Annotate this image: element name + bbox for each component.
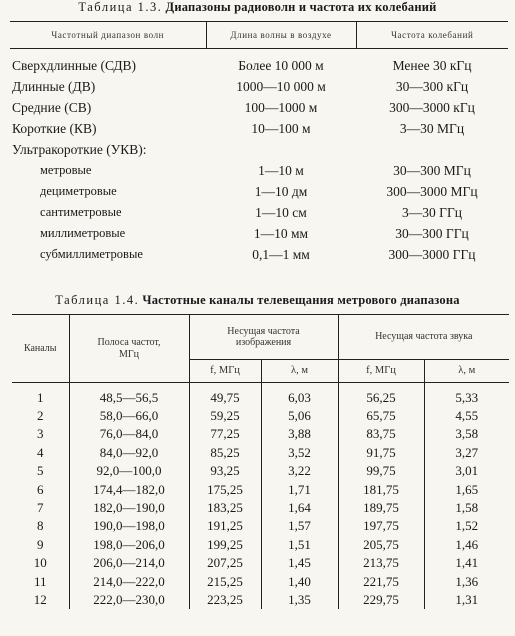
table14-cell-band: 222,0—230,0 <box>69 590 189 608</box>
table13-row <box>10 244 508 265</box>
table14-cell-channel: 2 <box>37 408 44 424</box>
table14-header-image-lambda: λ, м <box>261 360 338 383</box>
table14-cell-sound-lambda: 1,52 <box>424 517 509 535</box>
table14-cell-band: 214,0—222,0 <box>69 572 189 590</box>
table14-cell-sound-f: 56,25 <box>338 383 424 407</box>
table13-row <box>10 139 508 160</box>
table13-cell-freq: 3—30 МГц <box>399 120 465 136</box>
table14-cell-sound-lambda: 1,46 <box>424 535 509 553</box>
table14-cell-sound-lambda: 1,41 <box>424 554 509 572</box>
table13-cell-length <box>206 139 356 160</box>
table14-cell-band: 174,4—182,0 <box>69 480 189 498</box>
table13-cell-band: Длинные (ДВ) <box>12 78 96 94</box>
table14-cell-band: 58,0—66,0 <box>69 406 189 424</box>
table14-header-channels: Каналы <box>12 315 69 383</box>
table14-cell-channel: 8 <box>37 518 44 534</box>
table14-cell-band: 92,0—100,0 <box>69 462 189 480</box>
table14-cell-sound-f: 181,75 <box>338 480 424 498</box>
table14-row <box>12 425 509 443</box>
table13-caption <box>0 0 515 15</box>
table14-cell-image-lambda: 1,57 <box>261 517 338 535</box>
table13-cell-freq: Менее 30 кГц <box>392 57 472 73</box>
table14-cell-sound-lambda: 5,33 <box>424 383 509 407</box>
table13-cell-length: 10—100 м <box>251 120 311 136</box>
table14-cell-sound-f: 213,75 <box>338 554 424 572</box>
table14-cell-sound-f: 65,75 <box>338 406 424 424</box>
table13-cell-freq: 300—3000 МГц <box>386 183 478 199</box>
table14-cell-image-f: 77,25 <box>189 425 261 443</box>
table13-cell-freq: 300—3000 ГГц <box>388 246 476 262</box>
table14-cell-channel: 1 <box>37 389 44 405</box>
table14-row <box>12 554 509 572</box>
table14-cell-band: 198,0—206,0 <box>69 535 189 553</box>
table13-cell-freq <box>356 139 508 160</box>
table14-cell-image-f: 223,25 <box>189 590 261 608</box>
table14-row <box>12 383 509 407</box>
table14-body <box>12 383 509 609</box>
table14-cell-sound-f: 83,75 <box>338 425 424 443</box>
table14-cell-image-lambda: 1,40 <box>261 572 338 590</box>
table13-cell-length: 1—10 м <box>258 162 304 178</box>
table14 <box>12 314 509 609</box>
table13-label: Таблица 1.3. <box>78 0 163 14</box>
table14-label: Таблица 1.4. <box>55 293 140 307</box>
table14-row <box>12 498 509 516</box>
table14-row <box>12 480 509 498</box>
table14-header-sound-carrier: Несущая частота звука <box>338 315 509 360</box>
table14-cell-sound-lambda: 3,27 <box>424 443 509 461</box>
table14-cell-image-lambda: 5,06 <box>261 406 338 424</box>
table14-cell-channel: 4 <box>37 444 44 460</box>
table13-row <box>10 76 508 97</box>
table13-cell-freq: 30—300 МГц <box>393 162 471 178</box>
table14-cell-sound-f: 99,75 <box>338 462 424 480</box>
table14-cell-channel: 10 <box>33 555 47 571</box>
table14-cell-sound-lambda: 3,58 <box>424 425 509 443</box>
table14-cell-image-f: 207,25 <box>189 554 261 572</box>
table14-header-sound-f: f, МГц <box>338 360 424 383</box>
table14-cell-image-lambda: 1,35 <box>261 590 338 608</box>
table14-cell-sound-lambda: 4,55 <box>424 406 509 424</box>
table14-cell-image-f: 49,75 <box>189 383 261 407</box>
table14-cell-channel: 5 <box>37 463 44 479</box>
table14-cell-image-lambda: 1,64 <box>261 498 338 516</box>
table14-cell-sound-f: 189,75 <box>338 498 424 516</box>
table13-cell-length: 100—1000 м <box>244 99 318 115</box>
table14-cell-channel: 12 <box>33 591 47 607</box>
table14-cell-image-f: 59,25 <box>189 406 261 424</box>
table14-cell-image-lambda: 3,22 <box>261 462 338 480</box>
table13-row <box>10 223 508 244</box>
table13-cell-band: Ультракороткие (УКВ): <box>12 141 147 157</box>
table13-cell-band: дециметровые <box>40 184 117 199</box>
table14-row <box>12 517 509 535</box>
table13-cell-length: Более 10 000 м <box>238 57 324 73</box>
table14-cell-sound-f: 229,75 <box>338 590 424 608</box>
table13-cell-freq: 30—300 кГц <box>395 78 469 94</box>
table14-header-row <box>12 315 509 360</box>
table14-cell-image-f: 93,25 <box>189 462 261 480</box>
table14-cell-image-lambda: 1,51 <box>261 535 338 553</box>
table14-row <box>12 462 509 480</box>
table13-row <box>10 160 508 181</box>
table13-cell-band: метровые <box>40 163 92 178</box>
table13-row <box>10 49 508 77</box>
table13-cell-freq: 3—30 ГГц <box>402 204 462 220</box>
table13-header-freq: Частота колебаний <box>356 22 508 49</box>
table14-cell-image-lambda: 3,52 <box>261 443 338 461</box>
table14-cell-band: 190,0—198,0 <box>69 517 189 535</box>
table13-cell-band: Короткие (КВ) <box>12 120 97 136</box>
table14-cell-image-lambda: 3,88 <box>261 425 338 443</box>
table14-cell-band: 48,5—56,5 <box>69 383 189 407</box>
table13-cell-band: Средние (СВ) <box>12 99 92 115</box>
table13-cell-length: 1000—10 000 м <box>236 78 326 94</box>
table13 <box>10 21 508 265</box>
table14-header-image-f: f, МГц <box>189 360 261 383</box>
table14-cell-channel: 9 <box>37 536 44 552</box>
table14-row <box>12 443 509 461</box>
table14-row <box>12 535 509 553</box>
table13-row <box>10 202 508 223</box>
table13-cell-band: миллиметровые <box>40 226 126 241</box>
table14-title: Частотные каналы телевещания метрового диапазона <box>142 293 460 307</box>
table14-cell-image-lambda: 1,45 <box>261 554 338 572</box>
table13-row <box>10 181 508 202</box>
table14-cell-channel: 6 <box>37 481 44 497</box>
table13-header-length: Длина волны в воздухе <box>206 22 356 49</box>
table14-cell-sound-lambda: 1,58 <box>424 498 509 516</box>
table14-cell-band: 84,0—92,0 <box>69 443 189 461</box>
table14-cell-band: 76,0—84,0 <box>69 425 189 443</box>
table13-header-row <box>10 22 508 49</box>
table14-header-band: Полоса частот, МГц <box>69 315 189 383</box>
table13-cell-band: сантиметровые <box>40 205 122 220</box>
table14-cell-band: 182,0—190,0 <box>69 498 189 516</box>
table14-cell-image-lambda: 6,03 <box>261 383 338 407</box>
table14-cell-sound-f: 91,75 <box>338 443 424 461</box>
table13-header-band: Частотный диапазон волн <box>10 22 206 49</box>
table14-header-sound-lambda: λ, м <box>424 360 509 383</box>
table13-cell-length: 1—10 дм <box>254 183 308 199</box>
table14-cell-image-f: 183,25 <box>189 498 261 516</box>
table14-cell-sound-f: 221,75 <box>338 572 424 590</box>
table14-cell-sound-lambda: 1,36 <box>424 572 509 590</box>
table14-cell-channel: 11 <box>33 573 47 589</box>
table13-cell-length: 0,1—1 мм <box>252 246 310 262</box>
table14-caption <box>0 293 515 308</box>
table14-row <box>12 572 509 590</box>
table13-cell-freq: 300—3000 кГц <box>389 99 475 115</box>
table14-cell-channel: 7 <box>37 500 44 516</box>
table14-cell-image-f: 199,25 <box>189 535 261 553</box>
table13-cell-band: Сверхдлинные (СДВ) <box>12 57 137 73</box>
table14-cell-image-lambda: 1,71 <box>261 480 338 498</box>
table14-cell-sound-f: 197,75 <box>338 517 424 535</box>
table14-row <box>12 590 509 608</box>
table14-header-image-carrier: Несущая частота изображения <box>189 315 338 360</box>
table14-cell-sound-lambda: 1,65 <box>424 480 509 498</box>
table13-cell-freq: 30—300 ГГц <box>395 225 469 241</box>
table13-cell-length: 1—10 мм <box>253 225 309 241</box>
table13-row <box>10 118 508 139</box>
table14-cell-image-f: 215,25 <box>189 572 261 590</box>
table14-cell-band: 206,0—214,0 <box>69 554 189 572</box>
table14-cell-sound-lambda: 3,01 <box>424 462 509 480</box>
table13-cell-length: 1—10 см <box>255 204 307 220</box>
table14-cell-sound-lambda: 1,31 <box>424 590 509 608</box>
table13-body <box>10 49 508 266</box>
table14-cell-sound-f: 205,75 <box>338 535 424 553</box>
table14-row <box>12 406 509 424</box>
table14-cell-image-f: 175,25 <box>189 480 261 498</box>
table13-title: Диапазоны радиоволн и частота их колебаний <box>165 0 437 14</box>
table14-cell-channel: 3 <box>37 426 44 442</box>
table13-cell-band: субмиллиметровые <box>40 247 143 262</box>
table14-cell-image-f: 191,25 <box>189 517 261 535</box>
table14-cell-image-f: 85,25 <box>189 443 261 461</box>
table13-row <box>10 97 508 118</box>
